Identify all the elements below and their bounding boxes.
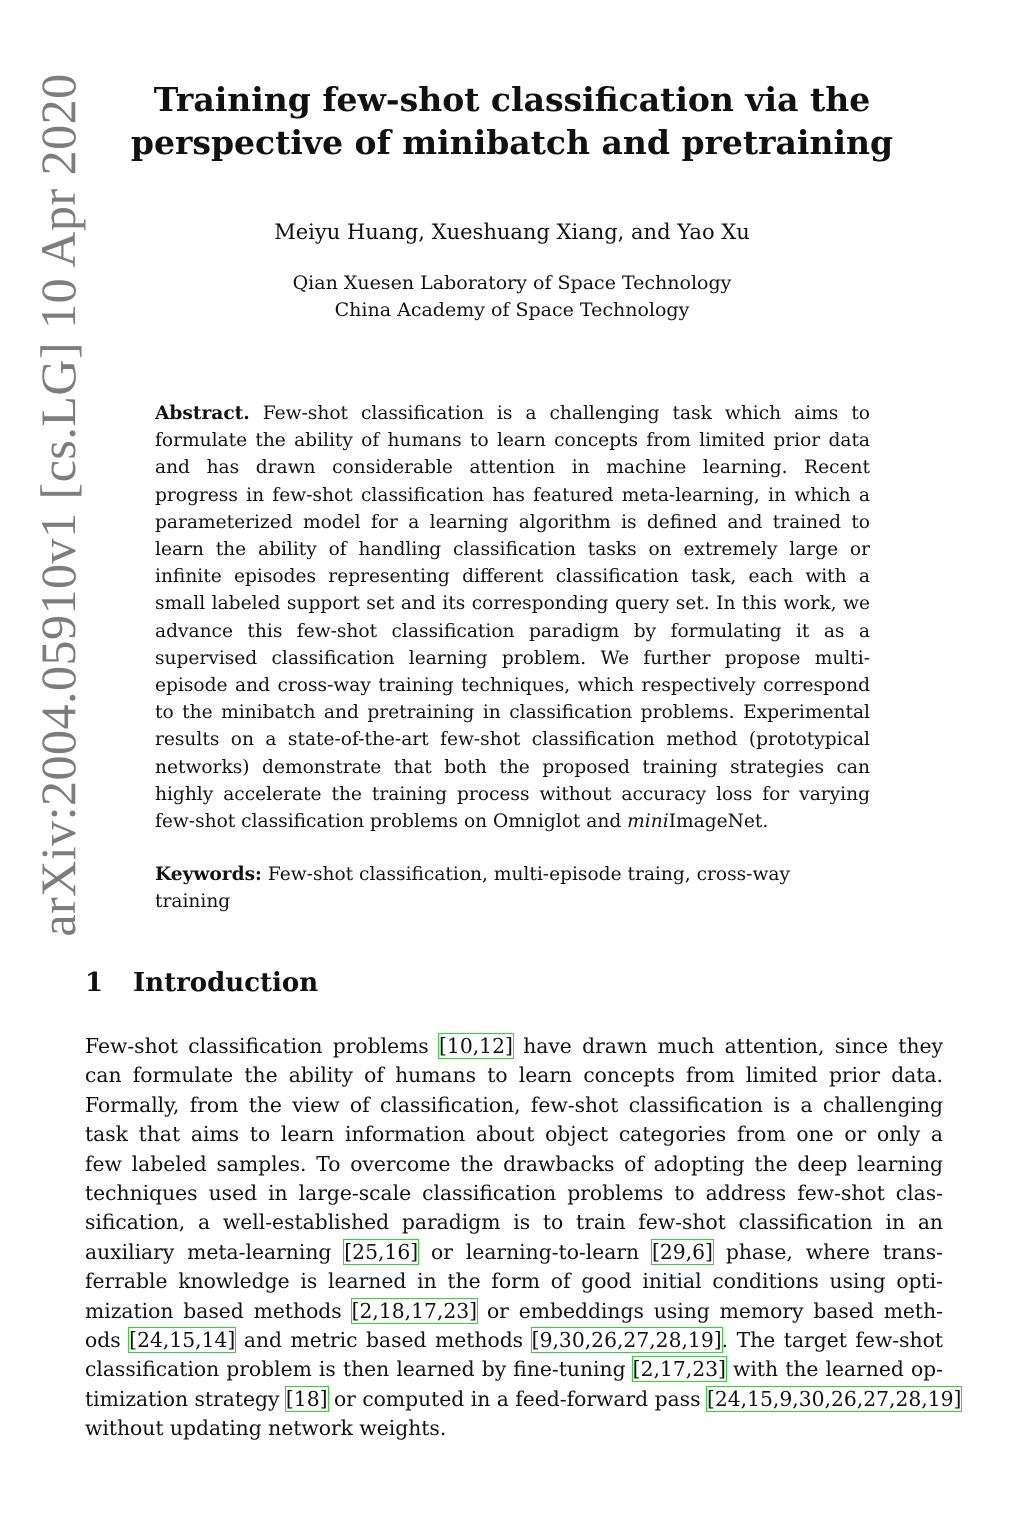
section-title: Introduction (133, 968, 319, 998)
intro-text: Few-shot classification problems (85, 1034, 440, 1058)
title-line-2: perspective of minibatch and pretraining (130, 123, 894, 162)
intro-text: timization strategy (85, 1386, 286, 1411)
intro-line: few labeled samples. To overcome the drawbacks of adopting the deep learning (85, 1151, 943, 1176)
intro-text: auxiliary meta-learning (85, 1239, 345, 1264)
intro-text: have drawn much attention, since they (512, 1034, 943, 1058)
intro-text: or embeddings using memory based meth- (477, 1298, 943, 1323)
abstract-italic-mini: mini (627, 811, 669, 833)
intro-line (85, 1032, 943, 1061)
citation-link[interactable]: [2,18,17,23] (351, 1298, 478, 1323)
intro-line: can formulate the ability of humans to learn concepts from limited prior data. (85, 1063, 943, 1088)
authors: Meiyu Huang, Xueshuang Xiang, and Yao Xu (274, 220, 750, 244)
title-line-1: Training few-shot classification via the (153, 80, 871, 119)
affiliation (120, 270, 904, 324)
affiliation-line-1: Qian Xuesen Laboratory of Space Technology (292, 272, 732, 294)
citation-link[interactable]: [9,30,26,27,28,19] (531, 1328, 722, 1353)
abstract-text: Few-shot classification is a challenging task which aims to formulate the ability of humans to learn concepts from limited prior data and has drawn considerable attention in machine learning. Recent progress in few-shot classification has featured meta-learning, in which a parameterized model for a learning algorithm is defined and trained to learn the ability of handling classification tasks on extremely large or infinite episodes representing different classification task, each with a small labeled support set and its corresponding query set. In this work, we advance this few-shot classification paradigm by formulating it as a supervised classification learning problem. We further propose multi-episode and cross-way training techniques, which respectively correspond to the minibatch and pretraining in classification problems. Experimental results on a state-of-the-art few-shot classification method (prototypical networks) demonstrate that both the proposed training strategies can highly accelerate the training process without accuracy loss for varying few-shot classification problems on Omniglot and (155, 403, 870, 833)
keywords-label: Keywords: (155, 864, 262, 885)
section-number: 1 (85, 968, 104, 998)
intro-line: without updating network weights. (85, 1416, 447, 1441)
paper-title (120, 78, 904, 164)
citation-link[interactable]: [2,17,23] (632, 1357, 726, 1382)
abstract (155, 400, 870, 835)
intro-text: or learning-to-learn (418, 1239, 652, 1264)
citation-link[interactable]: [10,12] (439, 1034, 513, 1058)
intro-text: classification problem is then learned by fine-tuning (85, 1357, 633, 1382)
intro-line (85, 1238, 943, 1267)
keywords (155, 861, 870, 915)
intro-text: with the learned op- (725, 1357, 943, 1382)
intro-text: phase, where trans- (712, 1239, 943, 1264)
intro-text: . The target few-shot (721, 1328, 943, 1353)
intro-line (85, 1385, 962, 1414)
intro-line: techniques used in large-scale classification problems to address few-shot clas- (85, 1181, 943, 1206)
intro-line (85, 1297, 943, 1326)
intro-text: or computed in a feed-forward pass (327, 1386, 707, 1411)
section-heading-introduction (85, 965, 318, 1001)
abstract-text-end: ImageNet. (668, 811, 769, 833)
arxiv-identifier: arXiv:2004.05910v1 [cs.LG] 10 Apr 2020 (30, 73, 86, 937)
intro-text: ods (85, 1328, 130, 1353)
intro-line: task that aims to learn information about object categories from one or only a (85, 1122, 943, 1147)
citation-link[interactable]: [24,15,14] (129, 1328, 236, 1353)
intro-line (85, 1355, 943, 1384)
citation-link[interactable]: [29,6] (651, 1239, 713, 1264)
abstract-label: Abstract. (155, 403, 250, 424)
intro-line: sification, a well-established paradigm is to train few-shot classification in an (85, 1210, 943, 1235)
intro-text: and metric based methods (235, 1328, 532, 1353)
intro-text: mization based methods (85, 1298, 352, 1323)
intro-line: Formally, from the view of classification, few-shot classification is a challenging (85, 1092, 943, 1117)
keywords-text: Few-shot classification, multi-episode traing, cross-way training (155, 864, 790, 913)
citation-link[interactable]: [18] (285, 1386, 328, 1411)
intro-line (85, 1326, 943, 1355)
citation-link[interactable]: [24,15,9,30,26,27,28,19] (706, 1386, 962, 1411)
intro-line: ferrable knowledge is learned in the form of good initial conditions using opti- (85, 1269, 943, 1294)
introduction-paragraph (85, 1032, 962, 1444)
citation-link[interactable]: [25,16] (344, 1239, 419, 1264)
affiliation-line-2: China Academy of Space Technology (334, 299, 690, 321)
